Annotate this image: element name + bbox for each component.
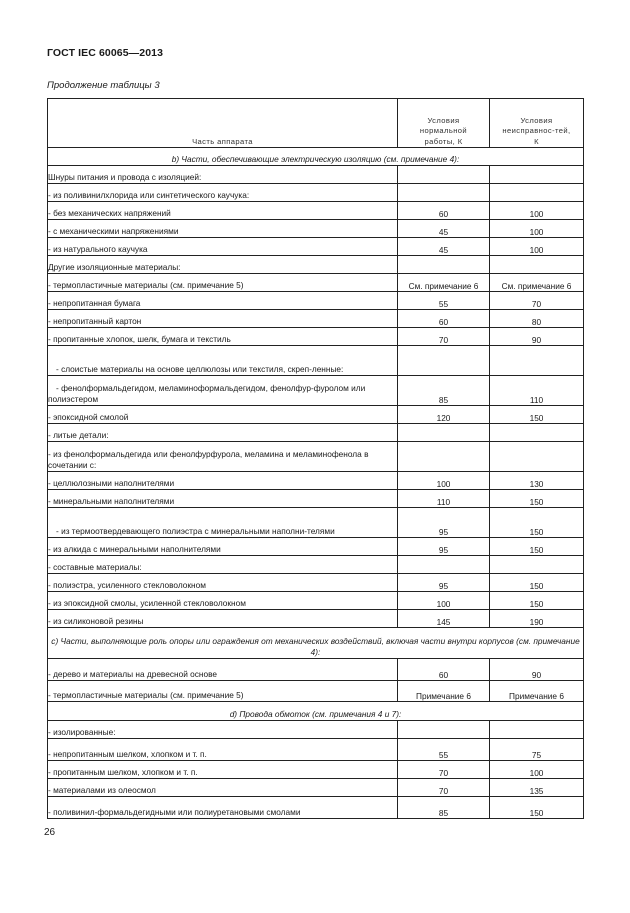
normal-temp-cell [398,166,490,184]
part-name-cell: - изолированные: [48,721,398,739]
fault-temp-cell [490,256,584,274]
fault-temp-cell: 110 [490,376,584,406]
part-name-cell: - минеральными наполнителями [48,490,398,508]
part-name-cell: - эпоксидной смолой [48,406,398,424]
fault-temp-cell: 190 [490,610,584,628]
part-name-cell: - целлюлозными наполнителями [48,472,398,490]
part-name-cell: - из термоотвердевающего полиэстра с минеральными наполни-телями [48,508,398,538]
fault-temp-cell: 150 [490,538,584,556]
section-title: b) Части, обеспечивающие электрическую изоляцию (см. примечание 4): [48,148,584,166]
normal-temp-cell [398,442,490,472]
table-row [48,659,584,681]
part-name-cell: - полиэстра, усиленного стекловолокном [48,574,398,592]
table-row [48,256,584,274]
table-row [48,292,584,310]
normal-temp-cell: 85 [398,797,490,819]
fault-temp-cell [490,556,584,574]
fault-temp-cell [490,721,584,739]
table-row [48,376,584,406]
part-name-cell: - из натурального каучука [48,238,398,256]
table-row [48,184,584,202]
table-row [48,220,584,238]
table-row [48,442,584,472]
fault-temp-cell: 150 [490,490,584,508]
normal-temp-cell: 145 [398,610,490,628]
part-name-cell: - пропитанным шелком, хлопком и т. п. [48,761,398,779]
table-row [48,538,584,556]
normal-temp-cell: 85 [398,376,490,406]
part-name-cell: - пропитанные хлопок, шелк, бумага и текстиль [48,328,398,346]
normal-temp-cell [398,256,490,274]
normal-temp-cell [398,721,490,739]
table-row [48,406,584,424]
fault-temp-cell [490,442,584,472]
part-name-cell: - непропитанный картон [48,310,398,328]
normal-temp-cell [398,556,490,574]
part-name-cell: - литые детали: [48,424,398,442]
fault-temp-cell: 100 [490,761,584,779]
fault-temp-cell [490,184,584,202]
normal-temp-cell [398,184,490,202]
fault-temp-cell: 130 [490,472,584,490]
normal-temp-cell: 95 [398,574,490,592]
fault-temp-cell: 70 [490,292,584,310]
normal-temp-cell: 60 [398,202,490,220]
column-header-normal: Условия нормальной работы, К [398,99,490,148]
table-row [48,779,584,797]
fault-temp-cell: См. примечание 6 [490,274,584,292]
fault-temp-cell: 100 [490,220,584,238]
part-name-cell: - составные материалы: [48,556,398,574]
normal-temp-cell: 70 [398,761,490,779]
fault-temp-cell: 150 [490,592,584,610]
table-row [48,328,584,346]
table-row [48,508,584,538]
table-row [48,202,584,220]
normal-temp-cell: 100 [398,472,490,490]
section-row [48,148,584,166]
fault-temp-cell: 75 [490,739,584,761]
table-row [48,556,584,574]
table-row [48,761,584,779]
normal-temp-cell [398,346,490,376]
fault-temp-cell [490,424,584,442]
part-name-cell: - дерево и материалы на древесной основе [48,659,398,681]
table-row [48,681,584,702]
part-name-cell: - с механическими напряжениями [48,220,398,238]
part-name-cell: - фенолформальдегидом, меламиноформальдегидом, фенолфур-фуролом или полиэстером [48,376,398,406]
part-name-cell: - непропитанным шелком, хлопком и т. п. [48,739,398,761]
normal-temp-cell: 100 [398,592,490,610]
fault-temp-cell: 90 [490,328,584,346]
normal-temp-cell: 70 [398,328,490,346]
normal-temp-cell: 60 [398,659,490,681]
normal-temp-cell: 55 [398,292,490,310]
table-row [48,274,584,292]
part-name-cell: - поливинил-формальдегидными или полиуретановыми смолами [48,797,398,819]
fault-temp-cell: 150 [490,797,584,819]
part-name-cell: - слоистые материалы на основе целлюлозы или текстиля, скреп-ленные: [48,346,398,376]
table-row [48,424,584,442]
table-row [48,238,584,256]
fault-temp-cell: 80 [490,310,584,328]
normal-temp-cell: 55 [398,739,490,761]
fault-temp-cell: 100 [490,202,584,220]
page-number: 26 [44,827,56,838]
part-name-cell: - материалами из олеосмол [48,779,398,797]
normal-temp-cell: 120 [398,406,490,424]
fault-temp-cell: 150 [490,406,584,424]
part-name-cell: - из эпоксидной смолы, усиленной стекловолокном [48,592,398,610]
normal-temp-cell: 60 [398,310,490,328]
part-name-cell: Шнуры питания и провода с изоляцией: [48,166,398,184]
fault-temp-cell [490,346,584,376]
fault-temp-cell: 150 [490,508,584,538]
column-header-fault: Условия неисправнос-тей, К [490,99,584,148]
standard-title: ГОСТ IEC 60065—2013 [47,47,164,59]
fault-temp-cell [490,166,584,184]
part-name-cell: - термопластичные материалы (см. примечание 5) [48,681,398,702]
table-row [48,574,584,592]
table-header-row [48,99,584,148]
normal-temp-cell: 110 [398,490,490,508]
fault-temp-cell: 100 [490,238,584,256]
section-row [48,628,584,659]
normal-temp-cell: 45 [398,220,490,238]
part-name-cell: - непропитанная бумага [48,292,398,310]
table-row [48,592,584,610]
normal-temp-cell: 70 [398,779,490,797]
table-row [48,797,584,819]
normal-temp-cell: 95 [398,508,490,538]
fault-temp-cell: Примечание 6 [490,681,584,702]
normal-temp-cell: Примечание 6 [398,681,490,702]
part-name-cell: - из силиконовой резины [48,610,398,628]
normal-temp-cell: См. примечание 6 [398,274,490,292]
section-row [48,702,584,721]
column-header-part: Часть аппарата [48,99,398,148]
table-row [48,721,584,739]
table-row [48,739,584,761]
fault-temp-cell: 135 [490,779,584,797]
normal-temp-cell: 95 [398,538,490,556]
section-title: d) Провода обмоток (см. примечания 4 и 7): [48,702,584,721]
part-name-cell: - из поливинилхлорида или синтетического каучука: [48,184,398,202]
table-row [48,490,584,508]
part-name-cell: - из фенолформальдегида или фенолфурфурола, меламина и меламинофенола в сочетании с: [48,442,398,472]
part-name-cell: - из алкида с минеральными наполнителями [48,538,398,556]
temperature-table [47,98,584,819]
table-continuation-caption: Продолжение таблицы 3 [47,80,160,91]
table-row [48,310,584,328]
part-name-cell: Другие изоляционные материалы: [48,256,398,274]
normal-temp-cell: 45 [398,238,490,256]
table-row [48,346,584,376]
table-row [48,166,584,184]
fault-temp-cell: 150 [490,574,584,592]
fault-temp-cell: 90 [490,659,584,681]
section-title: c) Части, выполняющие роль опоры или ограждения от механических воздействий, включая части внутри корпусов (см. примечание 4): [48,628,584,659]
table-row [48,610,584,628]
normal-temp-cell [398,424,490,442]
part-name-cell: - термопластичные материалы (см. примечание 5) [48,274,398,292]
part-name-cell: - без механических напряжений [48,202,398,220]
table-row [48,472,584,490]
